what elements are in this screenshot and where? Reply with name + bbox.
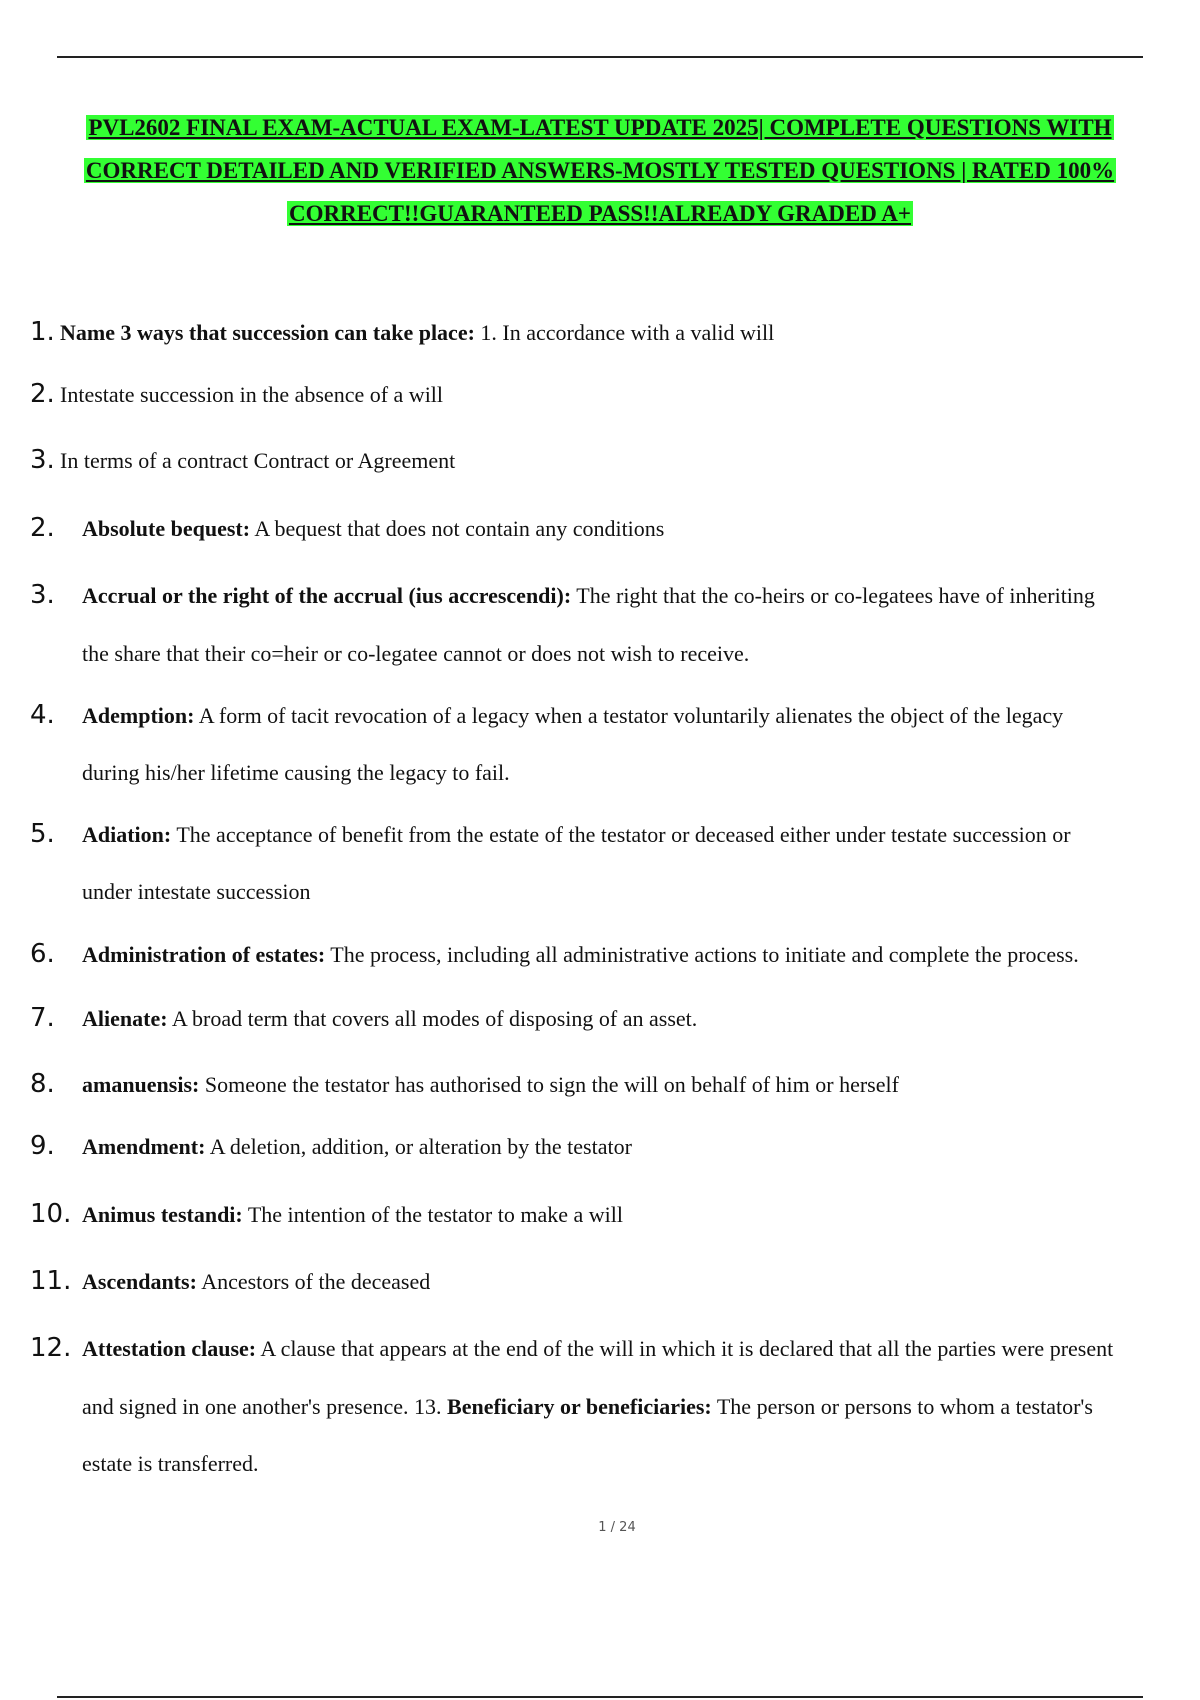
item-term: Name 3 ways that succession can take place: <box>60 320 475 345</box>
item-term: Animus testandi: <box>82 1202 243 1227</box>
item-continuation: under intestate succession <box>82 879 311 904</box>
list-item <box>30 1253 1200 1310</box>
top-rule <box>57 56 1143 58</box>
item-number: 2. <box>30 513 55 543</box>
item-text: A clause that appears at the end of the will in which it is declared that all the parties were present <box>256 1336 1114 1361</box>
item-term: Accrual or the right of the accrual (ius accrescendi): <box>82 583 572 608</box>
title-line-1: PVL2602 FINAL EXAM-ACTUAL EXAM-LATEST UPDATE 2025| COMPLETE QUESTIONS WITH <box>88 115 1112 140</box>
item-text: A form of tacit revocation of a legacy when a testator voluntarily alienates the object of the legacy <box>194 703 1064 728</box>
item-term: Amendment: <box>82 1134 206 1159</box>
list-item <box>30 366 1200 423</box>
item-number: 4. <box>30 700 55 730</box>
item-number: 9. <box>30 1131 55 1161</box>
item-number: 8. <box>30 1069 55 1099</box>
item-continuation-text: and signed in one another's presence. 13. <box>82 1394 448 1419</box>
list-item <box>30 567 1200 624</box>
list-item <box>30 432 1200 489</box>
item-text: A bequest that does not contain any conditions <box>250 516 665 541</box>
item-term: amanuensis: <box>82 1072 200 1097</box>
item-number: 6. <box>30 939 55 969</box>
list-item <box>30 990 1200 1047</box>
item-number: 12. <box>30 1333 72 1363</box>
item-continuation-text: The person or persons to whom a testator's <box>711 1394 1093 1419</box>
item-term: Administration of estates: <box>82 942 326 967</box>
item-term: Ademption: <box>82 703 195 728</box>
item-continuation: during his/her lifetime causing the legacy to fail. <box>82 760 510 785</box>
item-term: Adiation: <box>82 822 172 847</box>
list-item <box>30 1056 1200 1113</box>
list-item <box>30 926 1200 983</box>
item-number: 10. <box>30 1199 72 1229</box>
item-text: The intention of the testator to make a will <box>242 1202 623 1227</box>
item-term: Alienate: <box>82 1006 168 1031</box>
item-text: The acceptance of benefit from the estate of the testator or deceased either under testate succession or <box>171 822 1071 847</box>
item-term: Attestation clause: <box>82 1336 257 1361</box>
item-number: 3. <box>30 580 55 610</box>
list-item <box>30 687 1200 744</box>
item-number: 11. <box>30 1266 72 1296</box>
item-number: 1. <box>30 317 55 347</box>
list-item <box>30 304 1200 361</box>
item-text: A deletion, addition, or alteration by the testator <box>205 1134 632 1159</box>
item-number: 5. <box>30 819 55 849</box>
item-term: Ascendants: <box>82 1269 197 1294</box>
item-continuation: the share that their co=heir or co-legatee cannot or does not wish to receive. <box>82 641 750 666</box>
item-text: Someone the testator has authorised to sign the will on behalf of him or herself <box>199 1072 899 1097</box>
item-continuation <box>82 1394 1093 1420</box>
bottom-rule <box>57 1696 1143 1698</box>
list-item <box>30 1320 1200 1377</box>
item-text: A broad term that covers all modes of disposing of an asset. <box>167 1006 698 1031</box>
item-text: The right that the co-heirs or co-legatees have of inheriting <box>571 583 1095 608</box>
item-term: Absolute bequest: <box>82 516 251 541</box>
item-text: The process, including all administrative actions to initiate and complete the process. <box>325 942 1079 967</box>
item-number: 2. <box>30 379 55 409</box>
item-text: In terms of a contract Contract or Agreement <box>60 448 456 473</box>
item-number: 3. <box>30 445 55 475</box>
list-item <box>30 1118 1200 1175</box>
item-number: 7. <box>30 1003 55 1033</box>
item-text: Intestate succession in the absence of a will <box>60 382 444 407</box>
list-item <box>30 806 1200 863</box>
item-text: Ancestors of the deceased <box>196 1269 431 1294</box>
item-term: Beneficiary or beneficiaries: <box>447 1394 712 1419</box>
list-item <box>30 500 1200 557</box>
title-line-2: CORRECT DETAILED AND VERIFIED ANSWERS-MOSTLY TESTED QUESTIONS | RATED 100% <box>85 158 1115 183</box>
item-text: 1. In accordance with a valid will <box>474 320 775 345</box>
item-continuation: estate is transferred. <box>82 1451 259 1476</box>
page-number: 1 / 24 <box>598 1520 636 1535</box>
list-item <box>30 1186 1200 1243</box>
title-line-3: CORRECT!!GUARANTEED PASS!!ALREADY GRADED A+ <box>289 201 911 226</box>
document-title <box>0 114 1200 243</box>
